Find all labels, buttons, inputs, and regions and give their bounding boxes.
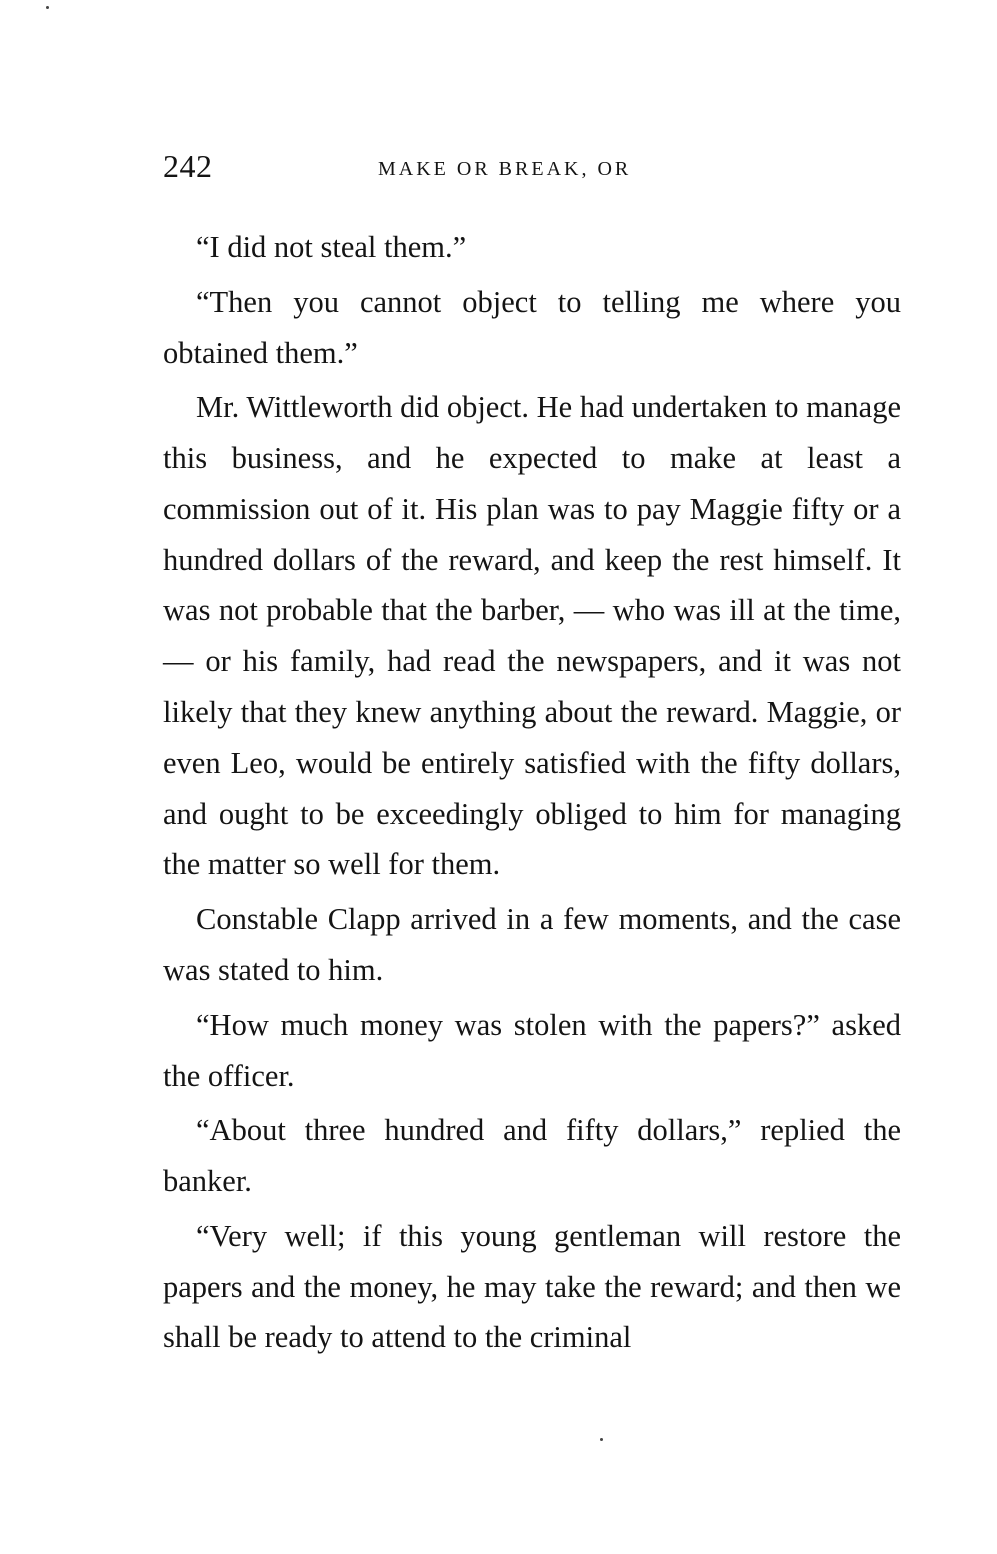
body-text	[163, 222, 901, 1367]
scan-speck-top	[46, 6, 49, 9]
paragraph: “Very well; if this young gentleman will restore the papers and the money, he may take the reward; and then we shall be ready to attend to the criminal	[163, 1218, 901, 1355]
running-head: MAKE OR BREAK, OR	[378, 158, 632, 180]
scan-speck-bottom	[600, 1438, 603, 1441]
paragraph: “About three hundred and fifty dollars,” replied the banker.	[163, 1113, 901, 1199]
page-number: 242	[163, 148, 213, 184]
paragraph: “I did not steal them.”	[196, 230, 467, 264]
page-header	[163, 148, 903, 198]
paragraph: “How much money was stolen with the papers?” asked the officer.	[163, 1007, 901, 1093]
paragraph: “Then you cannot object to telling me where you obtained them.”	[163, 284, 901, 370]
paragraph: Constable Clapp arrived in a few moments, and the case was stated to him.	[163, 902, 901, 988]
paragraph: Mr. Wittleworth did object. He had undertaken to manage this business, and he expected to make at least a commission out of it. His plan was to pay Maggie fifty or a hundred dollars of the reward, and keep the rest himself. It was not probable that the barber, — who was ill at the time, — or his family, had read the newspapers, and it was not likely that they knew anything about the reward. Maggie, or even Leo, would be entirely satisfied with the fifty dollars, and ought to be exceedingly obliged to him for managing the matter so well for them.	[163, 390, 901, 882]
